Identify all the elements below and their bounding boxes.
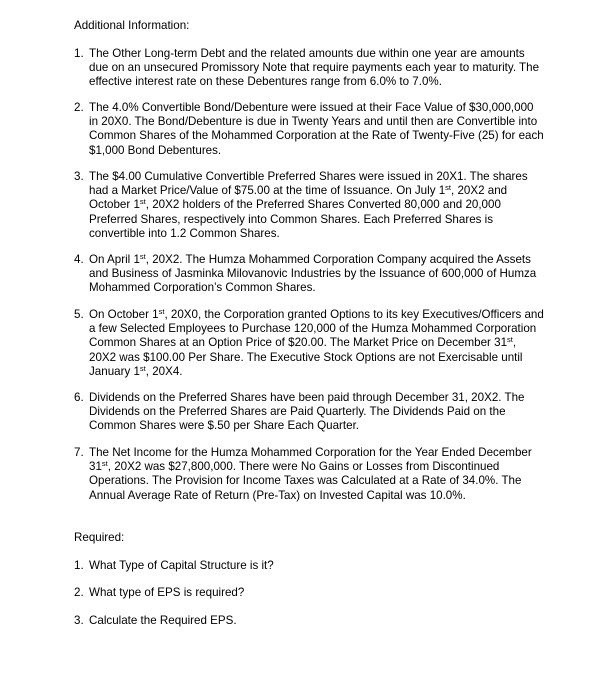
item-text: Dividends on the Preferred Shares have been paid through December 31, 20X2. The Dividends on the Preferred Shares are Paid Quarterly. The Dividends Paid on the Common Shares were $.50 per Share Each Quarter.: [89, 391, 525, 433]
question-text: What Type of Capital Structure is it?: [89, 559, 274, 572]
item-text: The $4.00 Cumulative Convertible Preferred Shares were issued in 20X1. The shares had a Market Price/Value of $75.00 at the time of Issuance. On July 1st, 20X2 and October 1st, 20X2 holders of the Preferred Shares Converted 80,000 and 20,000 Preferred Shares, respectively into Common Shares. Each Preferred Shares is convertible into 1.2 Common Shares.: [89, 170, 528, 240]
item-number: 1.: [74, 47, 84, 60]
item-text: The Other Long-term Debt and the related amounts due within one year are amounts due on an unsecured Promissory Note that require payments each year to maturity. The effective interest rate on these Debentures range from 6.0% to 7.0%.: [89, 47, 540, 89]
item-text: The 4.0% Convertible Bond/Debenture were issued at their Face Value of $30,000,000 in 20X0. The Bond/Debenture is due in Twenty Years and until then are Convertible into Common Shares of the Mohammed Corporation at the Rate of Twenty-Five (25) for each $1,000 Bond Debentures.: [89, 101, 544, 157]
item-number: 4.: [74, 253, 84, 266]
item-text: The Net Income for the Humza Mohammed Corporation for the Year Ended December 31st, 20X2 was $27,800,000. There were No Gains or Losses from Discontinued Operations. The Provision for Income Taxes was Calculated at a Rate of 34.0%. The Annual Average Rate of Return (Pre-Tax) on Invested Capital was 10.0%.: [89, 446, 532, 502]
required-heading: Required:: [74, 531, 125, 544]
item-text: On April 1st, 20X2. The Humza Mohammed Corporation Company acquired the Assets and Business of Jasminka Milovanovic Industries by the Issuance of 600,000 of Humza Mohammed Corporation’s Common Shares.: [89, 252, 537, 295]
question-text: Calculate the Required EPS.: [89, 614, 237, 627]
item-number: 2.: [74, 101, 84, 114]
item-number: 5.: [74, 308, 84, 321]
item-text: On October 1st, 20X0, the Corporation granted Options to its key Executives/Officers and a few Selected Employees to Purchase 120,000 of the Humza Mohammed Corporation Common Shares at an Option Price of $20.00. The Market Price on December 31st, 20X2 was $100.00 Per Share. The Executive Stock Options are not Exercisable until January 1st, 20X4.: [89, 307, 544, 378]
question-number: 2.: [74, 586, 84, 599]
question-number: 1.: [74, 559, 84, 572]
question-number: 3.: [74, 614, 84, 627]
item-number: 6.: [74, 391, 84, 404]
item-number: 3.: [74, 170, 84, 183]
question-text: What type of EPS is required?: [89, 586, 245, 599]
item-number: 7.: [74, 446, 84, 459]
additional-information-heading: Additional Information:: [74, 19, 190, 32]
